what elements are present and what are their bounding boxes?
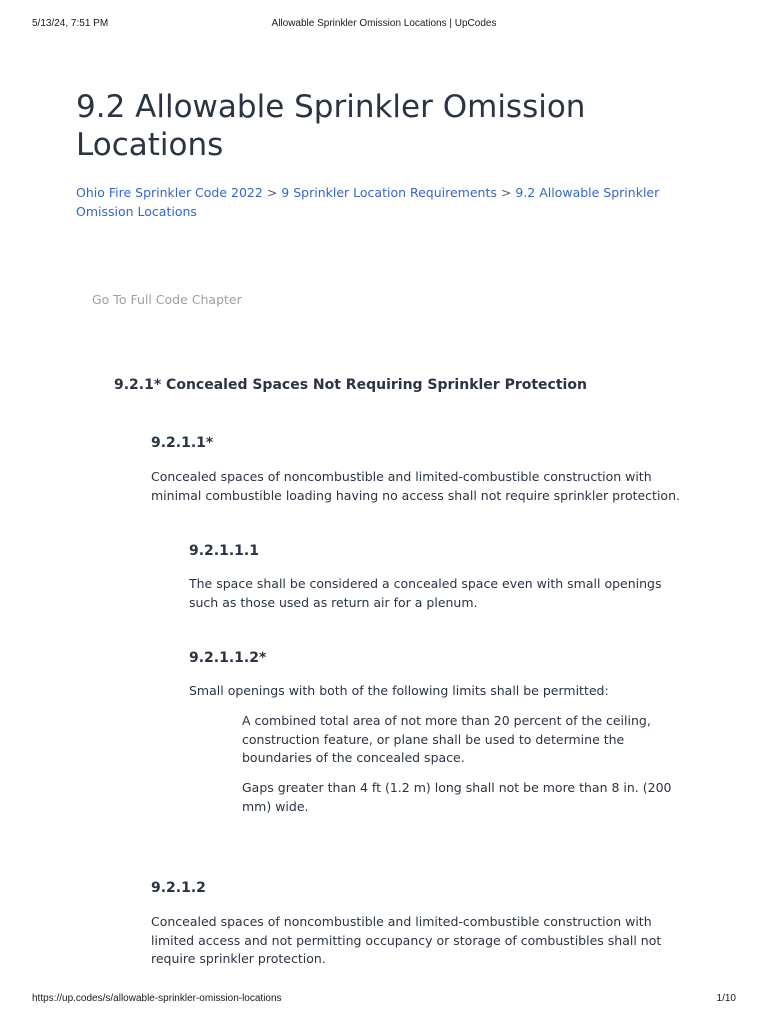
- breadcrumb-item-section[interactable]: 9.2 Allowable Sprinkler Omission Locations: [76, 185, 660, 219]
- breadcrumb-separator: >: [266, 185, 278, 200]
- list-item: A combined total area of not more than 20 percent of the ceiling, construction feature, or plane shall be used to determine the boundaries of the concealed space.: [242, 713, 651, 765]
- go-to-full-chapter-link[interactable]: Go To Full Code Chapter: [92, 292, 242, 307]
- print-datetime: 5/13/24, 7:51 PM: [32, 18, 109, 29]
- breadcrumb: [76, 183, 686, 221]
- breadcrumb-item-chapter[interactable]: 9 Sprinkler Location Requirements: [281, 185, 497, 200]
- section-text-9-2-1-1-2: Small openings with both of the following limits shall be permitted:: [189, 683, 609, 698]
- section-heading-9-2-1-1: 9.2.1.1*: [151, 435, 214, 451]
- section-text-9-2-1-2: Concealed spaces of noncombustible and limited-combustible construction with limited access and not permitting occupancy or storage of combustibles shall not require sprinkler protection.: [151, 914, 662, 966]
- section-heading-9-2-1-2: 9.2.1.2: [151, 880, 206, 896]
- section-text-9-2-1-1: Concealed spaces of noncombustible and limited-combustible construction with minimal combustible loading having no access shall not require sprinkler protection.: [151, 469, 680, 503]
- breadcrumb-separator: >: [500, 185, 512, 200]
- print-page-number: 1/10: [716, 993, 736, 1004]
- section-heading-9-2-1: 9.2.1* Concealed Spaces Not Requiring Sprinkler Protection: [114, 377, 587, 393]
- print-footer: [0, 993, 768, 1007]
- print-page-title: Allowable Sprinkler Omission Locations | UpCodes: [271, 18, 497, 29]
- print-url: https://up.codes/s/allowable-sprinkler-omission-locations: [32, 993, 282, 1004]
- page-title: 9.2 Allowable Sprinkler Omission Locations: [76, 89, 586, 163]
- print-header: [0, 18, 768, 32]
- section-heading-9-2-1-1-2: 9.2.1.1.2*: [189, 650, 267, 666]
- list-item: Gaps greater than 4 ft (1.2 m) long shall not be more than 8 in. (200 mm) wide.: [242, 780, 672, 814]
- section-heading-9-2-1-1-1: 9.2.1.1.1: [189, 543, 259, 559]
- section-text-9-2-1-1-1: The space shall be considered a concealed space even with small openings such as those used as return air for a plenum.: [189, 576, 662, 610]
- breadcrumb-item-code[interactable]: Ohio Fire Sprinkler Code 2022: [76, 185, 263, 200]
